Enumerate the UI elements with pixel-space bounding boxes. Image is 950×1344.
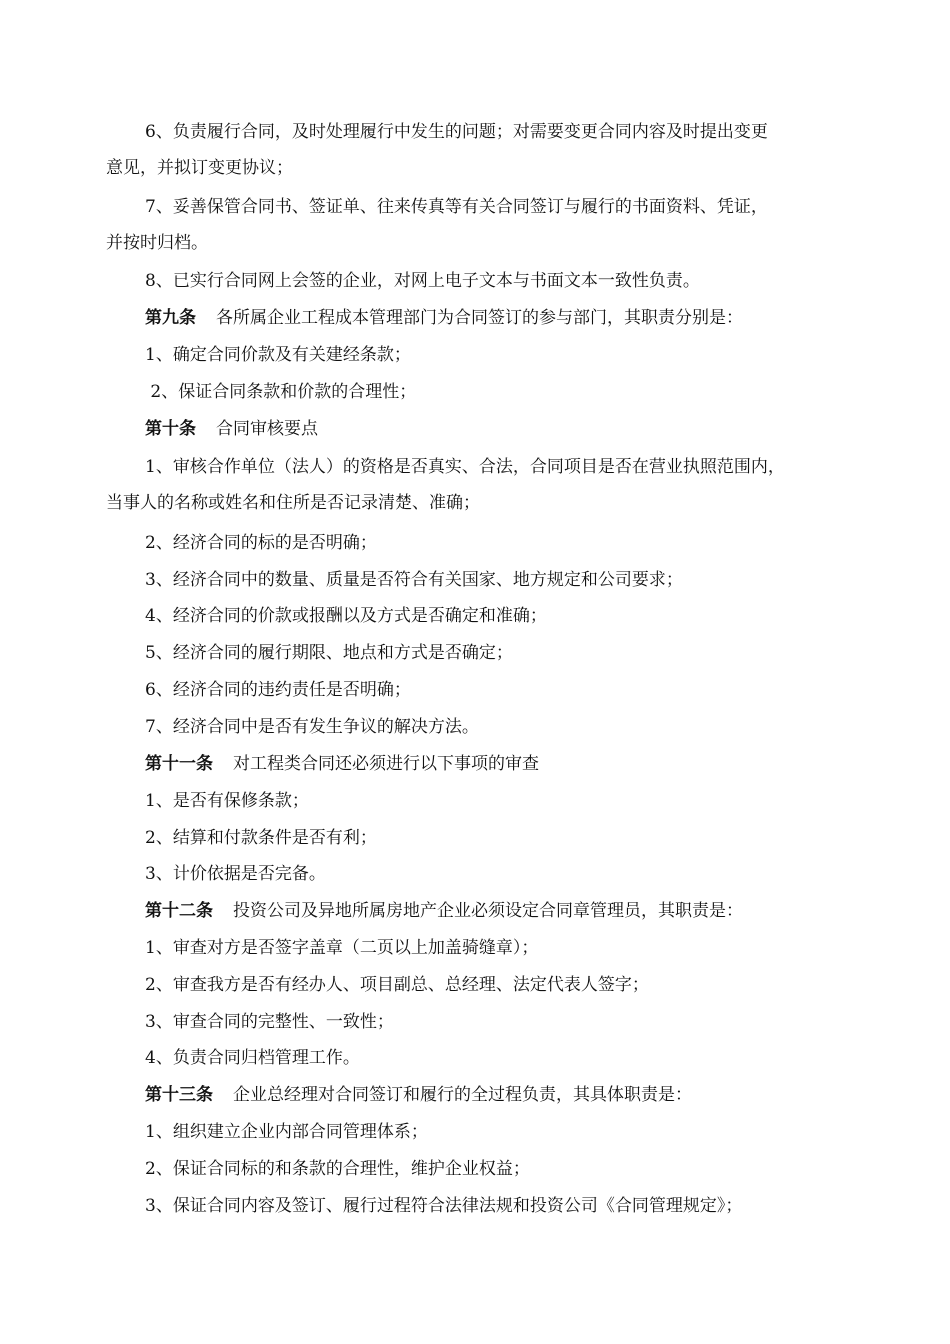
paragraph-8: 8、已实行合同网上会签的企业，对网上电子文本与书面文本一致性负责。 bbox=[145, 271, 700, 291]
article-12-item: 3、审查合同的完整性、一致性； bbox=[145, 1012, 394, 1032]
article-9 bbox=[145, 307, 743, 329]
article-11-heading: 第十一条 bbox=[145, 754, 213, 774]
paragraph-7-line2: 并按时归档。 bbox=[106, 233, 208, 253]
article-12-item: 1、审查对方是否签字盖章（二页以上加盖骑缝章）； bbox=[145, 938, 539, 958]
article-10-item: 4、经济合同的价款或报酬以及方式是否确定和准确； bbox=[145, 606, 547, 626]
article-10-item: 5、经济合同的履行期限、地点和方式是否确定； bbox=[145, 643, 513, 663]
article-12-text: 投资公司及异地所属房地产企业必须设定合同章管理员，其职责是： bbox=[233, 901, 743, 921]
article-9-heading: 第九条 bbox=[145, 308, 196, 328]
article-11-item: 3、计价依据是否完备。 bbox=[145, 864, 326, 884]
article-12-heading: 第十二条 bbox=[145, 901, 213, 921]
article-10-item-1-line1: 1、审核合作单位（法人）的资格是否真实、合法，合同项目是否在营业执照范围内， bbox=[145, 457, 785, 477]
article-10-text: 合同审核要点 bbox=[216, 419, 318, 439]
article-13-text: 企业总经理对合同签订和履行的全过程负责，其具体职责是： bbox=[233, 1085, 692, 1105]
article-13-item: 2、保证合同标的和条款的合理性，维护企业权益； bbox=[145, 1159, 530, 1179]
article-11-item: 2、结算和付款条件是否有利； bbox=[145, 828, 377, 848]
article-10-item: 3、经济合同中的数量、质量是否符合有关国家、地方规定和公司要求； bbox=[145, 570, 683, 590]
article-10 bbox=[145, 418, 318, 440]
article-12-item: 4、负责合同归档管理工作。 bbox=[145, 1048, 360, 1068]
article-12 bbox=[145, 900, 743, 922]
article-11-item: 1、是否有保修条款； bbox=[145, 791, 309, 811]
article-9-item: 1、确定合同价款及有关建经条款； bbox=[145, 345, 411, 365]
article-10-item: 6、经济合同的违约责任是否明确； bbox=[145, 680, 411, 700]
article-10-item: 2、经济合同的标的是否明确； bbox=[145, 533, 377, 553]
article-10-heading: 第十条 bbox=[145, 419, 196, 439]
article-13-heading: 第十三条 bbox=[145, 1085, 213, 1105]
paragraph-6-line2: 意见，并拟订变更协议； bbox=[106, 158, 293, 178]
article-12-item: 2、审查我方是否有经办人、项目副总、总经理、法定代表人签字； bbox=[145, 975, 649, 995]
article-9-text: 各所属企业工程成本管理部门为合同签订的参与部门，其职责分别是： bbox=[216, 308, 743, 328]
article-11-text: 对工程类合同还必须进行以下事项的审查 bbox=[233, 754, 539, 774]
article-9-item: 2、保证合同条款和价款的合理性； bbox=[145, 382, 417, 402]
article-13-item: 1、组织建立企业内部合同管理体系； bbox=[145, 1122, 428, 1142]
article-13-item: 3、保证合同内容及签订、履行过程符合法律法规和投资公司《合同管理规定》； bbox=[145, 1196, 743, 1216]
paragraph-6-line1: 6、负责履行合同，及时处理履行中发生的问题；对需要变更合同内容及时提出变更 bbox=[145, 122, 768, 142]
article-13 bbox=[145, 1084, 692, 1106]
article-11 bbox=[145, 753, 539, 775]
paragraph-7-line1: 7、妥善保管合同书、签证单、往来传真等有关合同签订与履行的书面资料、凭证， bbox=[145, 197, 768, 217]
article-10-item-1-line2: 当事人的名称或姓名和住所是否记录清楚、准确； bbox=[106, 493, 480, 513]
article-10-item: 7、经济合同中是否有发生争议的解决方法。 bbox=[145, 717, 479, 737]
